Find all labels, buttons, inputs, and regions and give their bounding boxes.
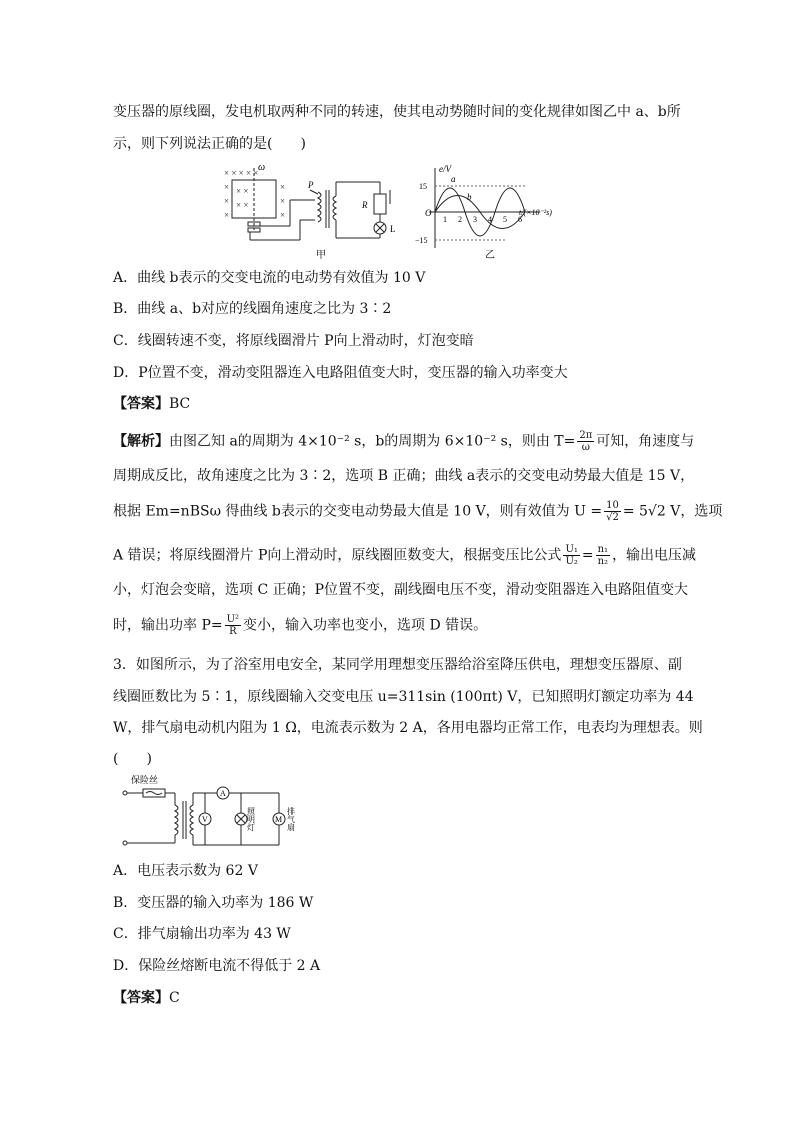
graph-tick: 6 bbox=[518, 215, 522, 224]
q3-option-a: A．电压表示数为 62 V bbox=[113, 863, 258, 879]
q3-line-4: ( ) bbox=[113, 751, 152, 767]
svg-text:× × × × ×: × × × × × bbox=[224, 168, 259, 178]
q3-answer bbox=[113, 988, 180, 1008]
graph-tick: 1 bbox=[443, 215, 447, 224]
analysis-line-1 bbox=[113, 430, 694, 453]
intro-line-2: 示，则下列说法正确的是( ) bbox=[113, 136, 306, 152]
graph-tick: 4 bbox=[488, 215, 492, 224]
svg-text:×: × bbox=[280, 196, 286, 206]
svg-text:× ×: × × bbox=[236, 200, 249, 210]
q3-option-b: B．变压器的输入功率为 186 W bbox=[113, 895, 314, 911]
fan-label: 排气扇 bbox=[286, 807, 296, 831]
motor-label: M bbox=[275, 815, 283, 824]
intro-line-1: 变压器的原线圈，发电机取两种不同的转速，使其电动势随时间的变化规律如图乙中 a、b所 bbox=[113, 104, 681, 120]
svg-text:×: × bbox=[280, 210, 286, 220]
analysis-text: A 错误；将原线圈滑片 P向上滑动时，原线圈匝数变大，根据变压比公式 bbox=[113, 547, 562, 564]
svg-text:×: × bbox=[224, 196, 230, 206]
analysis-text: = 5√2 V，选项 bbox=[622, 503, 723, 520]
analysis-text: 根据 Em=nBSω 得曲线 b表示的交变电动势最大值是 10 V，则有效值为 U = bbox=[113, 503, 603, 520]
ammeter-label: A bbox=[220, 789, 226, 798]
svg-text:×: × bbox=[224, 182, 230, 192]
analysis-line-2: 周期成反比，故角速度之比为 3∶2，选项 B 正确；曲线 a表示的交变电动势最大值是 15 V， bbox=[113, 468, 695, 484]
graph-tick: 3 bbox=[473, 215, 477, 224]
graph-yneg15: −15 bbox=[415, 236, 428, 245]
answer-value: BC bbox=[169, 396, 191, 412]
omega-label: ω bbox=[258, 162, 266, 173]
analysis-line-4: A 错误；将原线圈滑片 P向上滑动时，原线圈匝数变大，根据变压比公式 $\frac{\text{U₁}}{\text{U₂}}$ = $\frac{\text{n₁}}{\text{n₂}}$ ，输出电压减 bbox=[113, 544, 697, 567]
analysis-line-6 bbox=[113, 614, 487, 637]
svg-text:×: × bbox=[280, 182, 286, 192]
q3-line-1: 3．如图所示，为了浴室用电安全，某同学用理想变压器给浴室降压供电，理想变压器原、副 bbox=[113, 657, 682, 673]
q3-line-2: 线圈匝数比为 5∶1，原线圈输入交变电压 u=311sin (100πt) V，已知照明灯额定功率为 44 bbox=[113, 689, 694, 705]
q2-option-d: D．P位置不变，滑动变阻器连入电路阻值变大时，变压器的输入功率变大 bbox=[113, 365, 568, 381]
analysis-line-5: 小，灯泡会变暗，选项 C 正确；P位置不变，副线圈电压不变，滑动变阻器连入电路阻值变大 bbox=[113, 582, 689, 598]
graph-xlabel: t/(×10⁻²s) bbox=[519, 208, 552, 217]
graph-ylabel: e/V bbox=[439, 164, 451, 174]
answer-tag: 【答案】 bbox=[113, 396, 169, 412]
answer-value: C bbox=[169, 990, 180, 1006]
figure-bathroom-circuit bbox=[113, 773, 313, 853]
fraction-10-sqrt2: $\frac{10}{√2}$ bbox=[606, 500, 619, 523]
emf-graph bbox=[415, 164, 552, 261]
graph-tick: 2 bbox=[458, 215, 462, 224]
q3-option-d: D．保险丝熔断电流不得低于 2 A bbox=[113, 958, 321, 974]
lamp-L-label: L bbox=[390, 224, 396, 234]
svg-text:×: × bbox=[224, 210, 230, 220]
fraction-2pi-omega: $\frac{2\pi}{\omega}$ bbox=[579, 430, 593, 453]
q2-answer bbox=[113, 394, 190, 414]
analysis-text: 可知，角速度与 bbox=[596, 433, 695, 450]
fuse-label: 保险丝 bbox=[131, 776, 159, 786]
analysis-text: 变小，输入功率也变小，选项 D 错误。 bbox=[243, 617, 488, 634]
q2-option-b: B．曲线 a、b对应的线圈角速度之比为 3∶2 bbox=[113, 301, 392, 317]
figure-jia-label: 甲 bbox=[316, 250, 326, 261]
analysis-text: ，输出电压减 bbox=[612, 547, 697, 564]
q3-line-3: W，排气扇电动机内阻为 1 Ω，电流表示数为 2 A，各用电器均正常工作，电表均为理想表。则 bbox=[113, 720, 703, 736]
curve-a-label: a bbox=[451, 174, 456, 184]
svg-text:× ×: × × bbox=[236, 186, 249, 196]
analysis-tag: 【解析】 bbox=[113, 433, 169, 450]
analysis-text: 时，输出功率 P= bbox=[113, 617, 223, 634]
slider-P-label: P bbox=[308, 180, 314, 190]
lamp-label: 照明灯 bbox=[246, 807, 256, 831]
graph-origin: O bbox=[425, 208, 432, 218]
graph-y15: 15 bbox=[419, 182, 427, 191]
curve-b-label: b bbox=[467, 192, 472, 202]
answer-tag: 【答案】 bbox=[113, 990, 169, 1006]
q2-option-a: A．曲线 b表示的交变电流的电动势有效值为 10 V bbox=[113, 270, 426, 286]
resistor-R-label: R bbox=[362, 200, 368, 210]
fraction-u1-u2: $\frac{\text{U₁}}{\text{U₂}}$ bbox=[565, 544, 578, 567]
figure-generator-transformer bbox=[220, 160, 600, 265]
analysis-text: 由图乙知 a的周期为 4×10⁻² s，b的周期为 6×10⁻² s，则由 T= bbox=[169, 433, 576, 450]
fraction-u2-r: $\frac{\text{U²}}{R}$ bbox=[226, 614, 240, 637]
q2-option-c: C．线圈转速不变，将原线圈滑片 P向上滑动时，灯泡变暗 bbox=[113, 333, 474, 349]
q3-option-c: C．排气扇输出功率为 43 W bbox=[113, 926, 291, 942]
figure-yi-label: 乙 bbox=[485, 250, 495, 261]
graph-tick: 5 bbox=[503, 215, 507, 224]
fraction-n1-n2: $\frac{\text{n₁}}{\text{n₂}}$ bbox=[597, 544, 609, 567]
analysis-line-3 bbox=[113, 500, 722, 523]
voltmeter-label: V bbox=[202, 815, 208, 824]
